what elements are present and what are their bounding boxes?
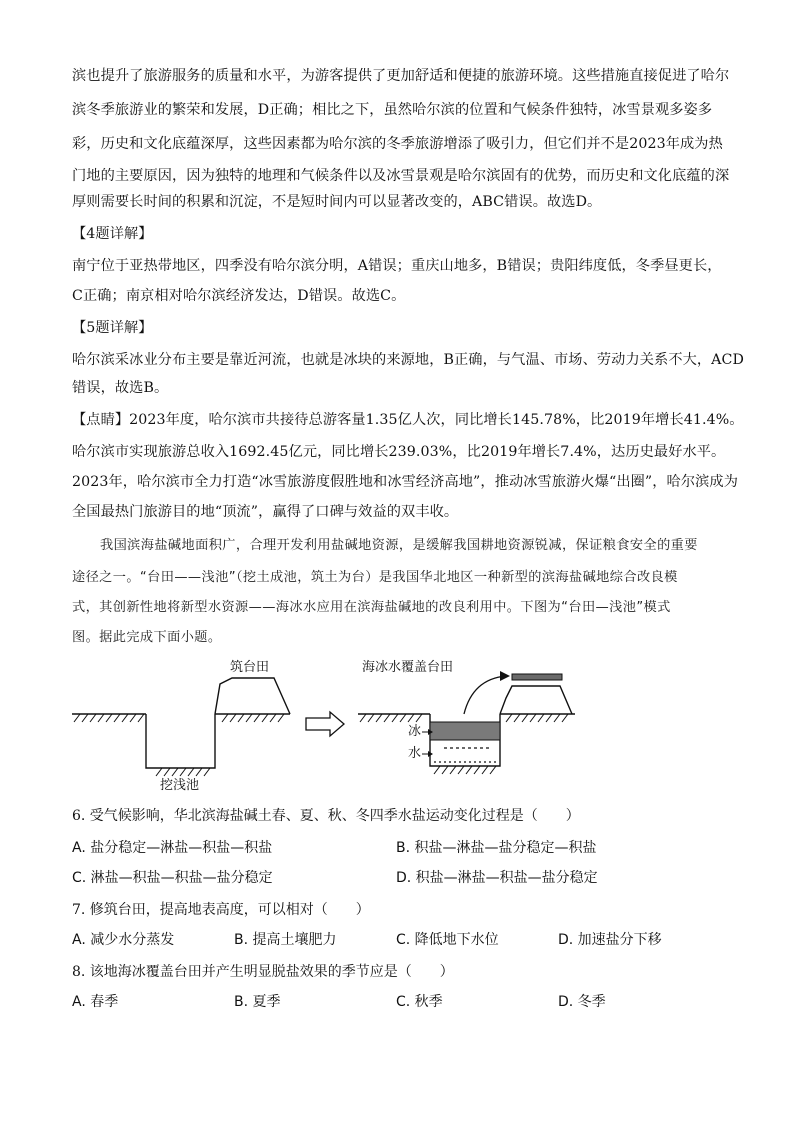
question-6-stem: 6. 受气候影响，华北滨海盐碱土春、夏、秋、冬四季水盐运动变化过程是（ ） — [72, 808, 580, 824]
q8-option-b[interactable]: B. 夏季 — [234, 994, 281, 1010]
q5-heading: 【5题详解】 — [72, 320, 153, 336]
q5-line: 哈尔滨采冰业分布主要是靠近河流，也就是冰块的来源地，B正确，与气温、市场、劳动力关系不大，ACD — [72, 352, 744, 368]
q8-option-d[interactable]: D. 冬季 — [558, 994, 606, 1010]
q7-option-b[interactable]: B. 提高土壤肥力 — [234, 932, 337, 948]
analysis-line: 厚则需要长时间的积累和沉淀，不是短时间内可以显著改变的，ABC错误。故选D。 — [72, 194, 602, 210]
highlight-line: 【点睛】2023年度，哈尔滨市共接待总游客量1.35亿人次，同比增长145.78%，比2019年增长41.4%。 — [72, 412, 744, 428]
material-line: 我国滨海盐碱地面积广，合理开发利用盐碱地资源，是缓解我国耕地资源锐减，保证粮食安全的重要 — [100, 538, 698, 553]
analysis-line: 门地的主要原因，因为独特的地理和气候条件以及冰雪景观是哈尔滨固有的优势，而历史和文化底蕴的深 — [72, 168, 730, 184]
question-7-stem: 7. 修筑台田，提高地表高度，可以相对（ ） — [72, 902, 370, 918]
q4-line: 南宁位于亚热带地区，四季没有哈尔滨分明，A错误；重庆山地多，B错误；贵阳纬度低，冬季昼更长， — [72, 258, 722, 274]
label-ice: 冰 — [408, 724, 422, 739]
q7-option-d[interactable]: D. 加速盐分下移 — [558, 932, 662, 948]
highlight-line: 全国最热门旅游目的地“顶流”，赢得了口碑与效益的双丰收。 — [72, 504, 459, 520]
q6-option-b[interactable]: B. 积盐—淋盐—盐分稳定—积盐 — [396, 840, 597, 856]
q4-line: C正确；南京相对哈尔滨经济发达，D错误。故选C。 — [72, 288, 406, 304]
q4-heading: 【4题详解】 — [72, 226, 153, 242]
material-line: 图。据此完成下面小题。 — [72, 630, 222, 645]
analysis-line: 滨也提升了旅游服务的质量和水平，为游客提供了更加舒适和便捷的旅游环境。这些措施直接促进了哈尔 — [72, 68, 730, 84]
analysis-line: 滨冬季旅游业的繁荣和发展，D正确；相比之下，虽然哈尔滨的位置和气候条件独特，冰雪景观多姿多 — [72, 102, 713, 118]
label-platform: 筑台田 — [230, 660, 270, 675]
diagram-svg — [60, 650, 620, 800]
q6-option-c[interactable]: C. 淋盐—积盐—积盐—盐分稳定 — [72, 870, 273, 886]
highlight-line: 哈尔滨市实现旅游总收入1692.45亿元，同比增长239.03%，比2019年增长7.4%，达历史最好水平。 — [72, 444, 726, 460]
q8-option-a[interactable]: A. 春季 — [72, 994, 119, 1010]
label-pond: 挖浅池 — [160, 778, 200, 793]
q6-option-a[interactable]: A. 盐分稳定—淋盐—积盐—积盐 — [72, 840, 273, 856]
highlight-line: 2023年，哈尔滨市全力打造“冰雪旅游度假胜地和冰雪经济高地”，推动冰雪旅游火爆“出圈”，哈尔滨成为 — [72, 474, 738, 490]
q8-option-c[interactable]: C. 秋季 — [396, 994, 443, 1010]
platform-pond-diagram — [60, 650, 620, 800]
q5-line: 错误，故选B。 — [72, 380, 169, 396]
label-water: 水 — [408, 746, 422, 761]
label-ice-cover: 海冰水覆盖台田 — [362, 660, 454, 675]
analysis-line: 彩，历史和文化底蕴深厚，这些因素都为哈尔滨的冬季旅游增添了吸引力，但它们并不是2023年成为热 — [72, 136, 723, 152]
q7-option-a[interactable]: A. 减少水分蒸发 — [72, 932, 175, 948]
q6-option-d[interactable]: D. 积盐—淋盐—积盐—盐分稳定 — [396, 870, 598, 886]
q7-option-c[interactable]: C. 降低地下水位 — [396, 932, 499, 948]
material-line: 式，其创新性地将新型水资源——海冰水应用在滨海盐碱地的改良利用中。下图为“台田—浅池”模式 — [72, 600, 671, 615]
question-8-stem: 8. 该地海冰覆盖台田并产生明显脱盐效果的季节应是（ ） — [72, 964, 454, 980]
material-line: 途径之一。“台田——浅池”（挖土成池，筑土为台）是我国华北地区一种新型的滨海盐碱地综合改良模 — [72, 570, 678, 585]
